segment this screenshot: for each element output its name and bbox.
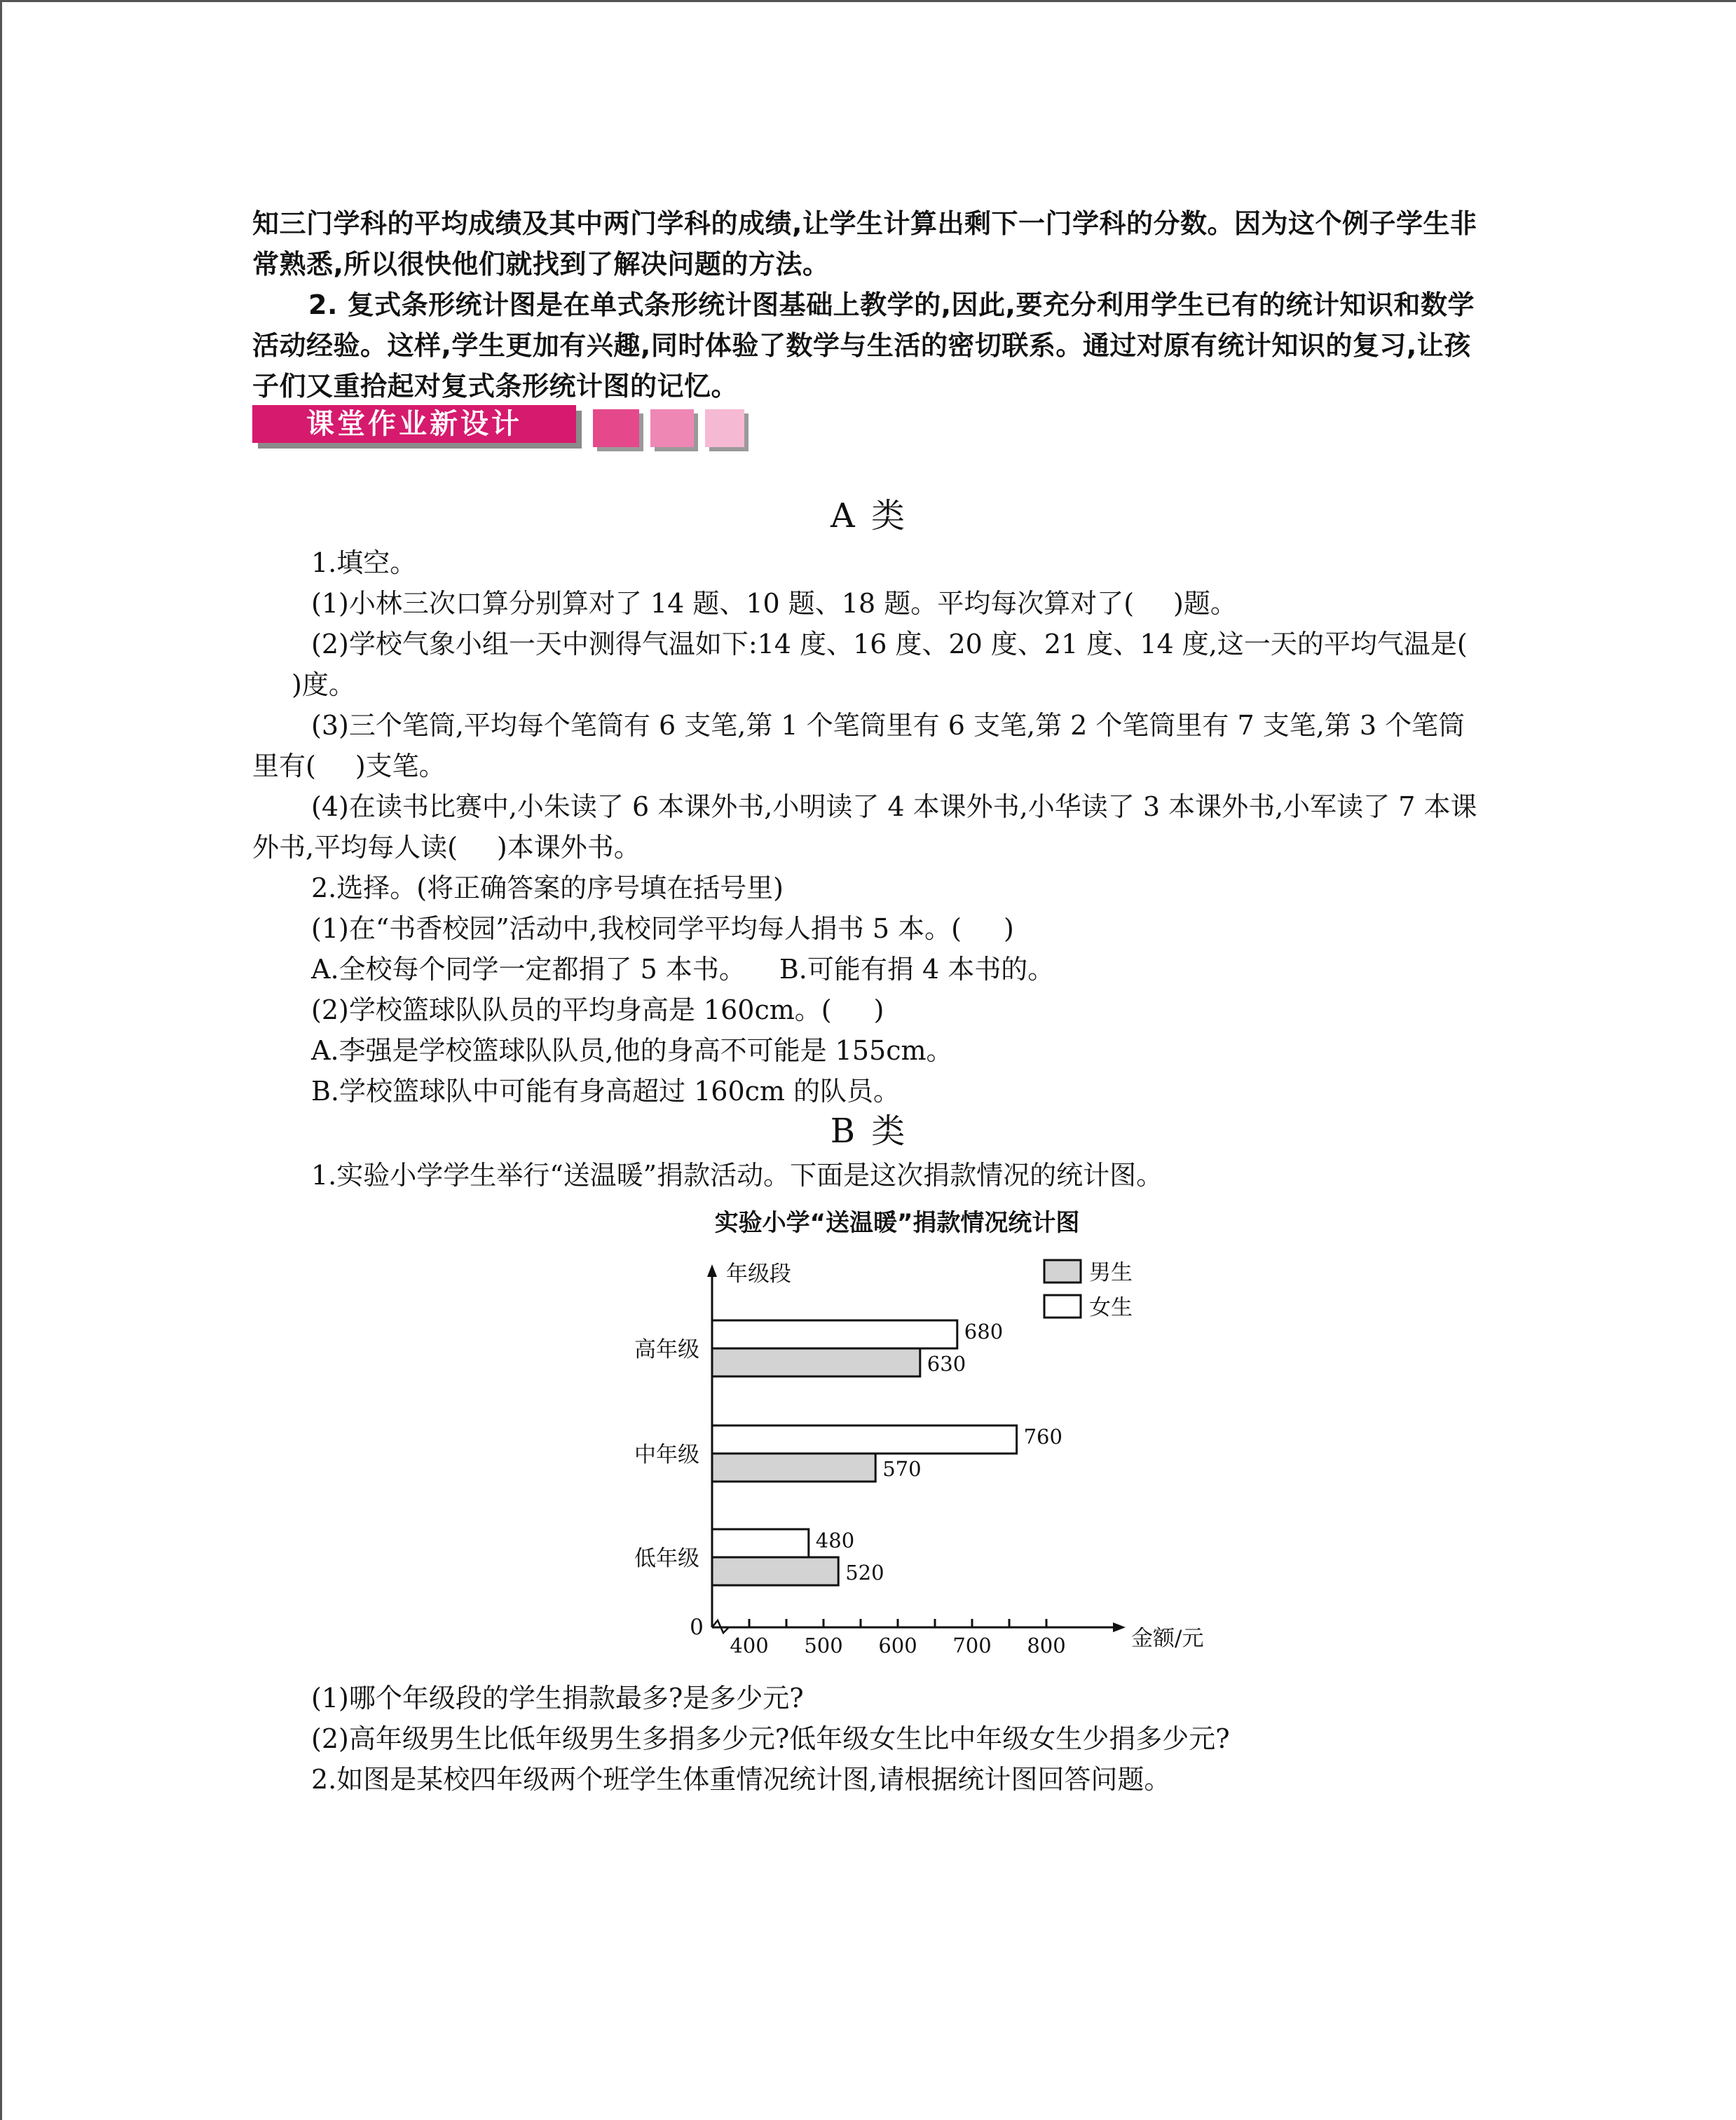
x-tick-label: 700 — [952, 1634, 992, 1657]
b-q1-sub-2: (2)高年级男生比低年级男生多捐多少元?低年级女生比中年级女生少捐多少元? — [311, 1723, 1230, 1754]
category-label: 中年级 — [634, 1442, 699, 1468]
bar-girls — [712, 1529, 809, 1557]
q2-heading: 2.选择。(将正确答案的序号填在括号里) — [311, 873, 784, 903]
legend-label-girls: 女生 — [1089, 1295, 1133, 1320]
data-label-boys: 520 — [845, 1561, 884, 1585]
x-tick-label: 800 — [1027, 1634, 1066, 1657]
b-q2-text: 2.如图是某校四年级两个班学生体重情况统计图,请根据统计图回答问题。 — [311, 1764, 1171, 1795]
q1-item-1-text: (1)小林三次口算分别算对了 14 题、10 题、18 题。平均每次算对了( — [311, 588, 1135, 619]
banner-square-dark — [593, 409, 639, 447]
section-a-title: A 类 — [831, 496, 908, 535]
q1-item-3 — [252, 705, 1486, 786]
intro-paragraph-2: 2. 复式条形统计图是在单式条形统计图基础上教学的,因此,要充分利用学生已有的统计知识和数学活动经验。这样,学生更加有兴趣,同时体验了数学与生活的密切联系。通过对原有统计知识的复习,让孩子们又重拾起对复式条形统计图的记忆。 — [252, 289, 1475, 402]
bar-boys — [712, 1454, 875, 1482]
category-label: 高年级 — [634, 1337, 699, 1362]
y-axis-label: 年级段 — [726, 1261, 791, 1287]
q1-item-2 — [252, 624, 1486, 705]
q1-item-2-end: )度。 — [292, 669, 355, 700]
b-q1-sub-1: (1)哪个年级段的学生捐款最多?是多少元? — [311, 1683, 804, 1714]
q2-item-1-option-b: B.可能有捐 4 本书的。 — [779, 954, 1055, 985]
legend-swatch-girls — [1044, 1295, 1081, 1318]
chart-title: 实验小学“送温暖”捐款情况统计图 — [714, 1209, 1080, 1237]
q1-item-4-end: )本课外书。 — [496, 832, 641, 863]
b-q1-text: 1.实验小学学生举行“送温暖”捐款活动。下面是这次捐款情况的统计图。 — [311, 1160, 1163, 1191]
q1-item-1 — [252, 583, 1486, 624]
legend-swatch-boys — [1044, 1260, 1081, 1283]
x-tick-label: 600 — [878, 1634, 917, 1657]
origin-label: 0 — [690, 1615, 704, 1640]
bar-girls — [712, 1320, 957, 1348]
section-banner — [252, 405, 757, 451]
data-label-girls: 480 — [815, 1529, 855, 1552]
data-label-girls: 680 — [964, 1320, 1004, 1343]
bar-boys — [712, 1557, 838, 1585]
q2-item-2-option-b: B.学校篮球队中可能有身高超过 160cm 的队员。 — [311, 1076, 901, 1107]
chart-ticks — [730, 1619, 1065, 1657]
data-label-boys: 630 — [927, 1352, 966, 1376]
banner-square-medium — [650, 409, 694, 447]
q1-item-2-text: (2)学校气象小组一天中测得气温如下:14 度、16 度、20 度、21 度、14 度,这一天的平均气温是( — [311, 629, 1468, 659]
chart-bars — [634, 1320, 1062, 1585]
page-border-left — [0, 0, 2, 2120]
intro-text — [252, 203, 1486, 406]
banner-bar — [252, 405, 576, 443]
bar-boys — [712, 1348, 920, 1376]
donation-bar-chart — [603, 1205, 1233, 1668]
data-label-girls: 760 — [1023, 1425, 1062, 1449]
q2-item-1-text: (1)在“书香校园”活动中,我校同学平均每人捐书 5 本。( — [311, 913, 962, 944]
x-tick-label: 400 — [730, 1634, 769, 1657]
q1-heading: 1.填空。 — [311, 547, 417, 578]
q2-item-1-options — [252, 949, 1486, 990]
q2-item-1 — [252, 908, 1486, 949]
q1-item-3-end: )支笔。 — [355, 751, 446, 781]
q2-item-1-end: ) — [1003, 913, 1014, 944]
bar-girls — [712, 1425, 1017, 1454]
section-b-questions — [252, 1678, 1486, 1800]
section-b-title: B 类 — [830, 1112, 908, 1151]
q2-item-2 — [252, 990, 1486, 1030]
x-tick-label: 500 — [804, 1634, 843, 1657]
category-label: 低年级 — [634, 1546, 699, 1571]
q2-item-1-option-a: A.全校每个同学一定都捐了 5 本书。 — [311, 954, 746, 985]
x-axis-label: 金额/元 — [1131, 1626, 1204, 1651]
x-axis-arrow — [1113, 1622, 1126, 1632]
q1-item-1-end: )题。 — [1173, 588, 1237, 619]
q2-item-2-option-a: A.李强是学校篮球队队员,他的身高不可能是 155cm。 — [311, 1035, 953, 1066]
banner-label: 课堂作业新设计 — [306, 408, 522, 440]
intro-paragraph-1: 知三门学科的平均成绩及其中两门学科的成绩,让学生计算出剩下一门学科的分数。因为这个例子学生非常熟悉,所以很快他们就找到了解决问题的方法。 — [252, 208, 1477, 280]
q2-item-2-text: (2)学校篮球队队员的平均身高是 160cm。( — [311, 994, 832, 1025]
section-a-questions — [252, 542, 1486, 1112]
data-label-boys: 570 — [882, 1457, 922, 1481]
q1-item-4-text: (4)在读书比赛中,小朱读了 6 本课外书,小明读了 4 本课外书,小华读了 3 本课外书,小军读了 7 本课外书,平均每人读( — [252, 791, 1477, 863]
legend-label-boys: 男生 — [1089, 1260, 1133, 1285]
chart-canvas — [603, 1205, 1233, 1668]
q1-item-4 — [252, 786, 1486, 868]
page-border-top — [0, 0, 1736, 2]
q2-item-2-end: ) — [873, 994, 884, 1025]
section-b-intro — [252, 1155, 1486, 1196]
banner-square-light — [705, 409, 744, 447]
q1-item-3-text: (3)三个笔筒,平均每个笔筒有 6 支笔,第 1 个笔筒里有 6 支笔,第 2 个笔筒里有 7 支笔,第 3 个笔筒里有( — [252, 710, 1465, 781]
y-axis-arrow — [707, 1264, 717, 1277]
